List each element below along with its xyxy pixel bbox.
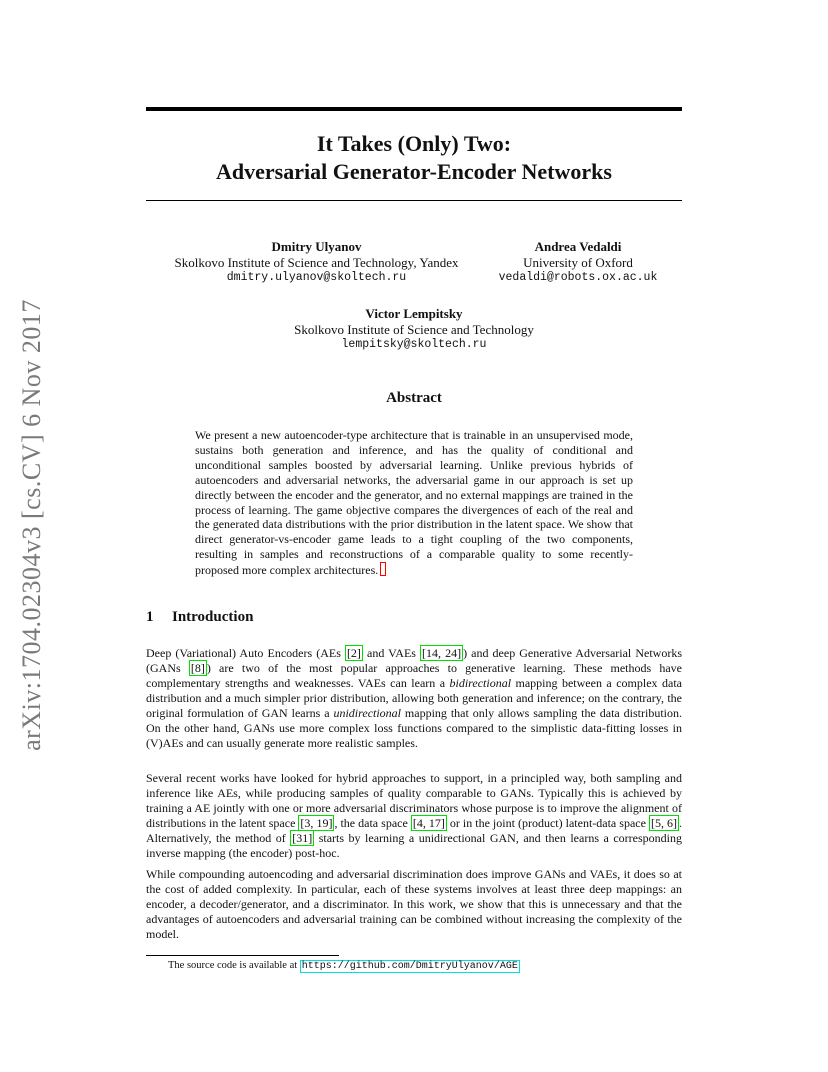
footnote xyxy=(168,959,520,973)
section-heading-introduction xyxy=(146,609,682,626)
intro-paragraph-1 xyxy=(146,646,682,751)
abstract-text: We present a new autoencoder-type architecture that is trainable in an unsupervised mode, sustains both generation and inference, and has the quality of conditional and unconditional samples boosted by adversarial learning. Unlike previous hybrids of autoencoders and adversarial networks, the adversarial game in our approach is set up directly between the encoder and the generator, and no external mappings are trained in the process of learning. The game objective compares the divergences of each of the real and the generated data distributions with the prior distribution in the latent space. We show that direct generator-vs-encoder game leads to a tight coupling of the two components, resulting in samples and reconstructions of a comparable quality to some recently-proposed more complex architectures. xyxy=(195,428,633,578)
text-run: Deep (Variational) Auto Encoders (AEs xyxy=(146,646,345,660)
author-affiliation: Skolkovo Institute of Science and Technology, Yandex xyxy=(174,254,459,270)
author-block-vedaldi xyxy=(488,239,668,286)
abstract-body xyxy=(195,428,633,578)
citation-link[interactable]: [2] xyxy=(346,646,361,660)
text-run: . Alternatively, the method of xyxy=(146,816,682,845)
footnote-text: The source code is available at xyxy=(168,960,300,971)
title-bottom-rule xyxy=(146,200,682,201)
text-run: ) and deep Generative Adversarial Networks (GANs xyxy=(146,646,682,675)
title-line-2: Adversarial Generator-Encoder Networks xyxy=(216,159,612,184)
author-block-lempitsky xyxy=(214,306,614,353)
author-email[interactable]: vedaldi@robots.ox.ac.uk xyxy=(498,271,658,284)
title-top-rule xyxy=(146,107,682,111)
citation-link[interactable]: [8] xyxy=(190,661,205,675)
author-name: Andrea Vedaldi xyxy=(534,239,622,254)
intro-paragraph-2 xyxy=(146,771,682,861)
emphasis-text: bidirectional xyxy=(449,676,512,690)
section-number: 1 xyxy=(146,609,154,625)
author-affiliation: Skolkovo Institute of Science and Technology xyxy=(294,321,534,337)
author-name: Victor Lempitsky xyxy=(365,306,463,321)
emphasis-text: unidirectional xyxy=(333,706,402,720)
text-run: Several recent works have looked for hybrid approaches to support, in a principled way, both sampling and inference like AEs, while producing samples of quality comparable to GANs. Typically this is achieved by training a AE jointly with one or more adversarial discriminators whose purpose is to improve the alignment of distributions in the latent space xyxy=(146,771,682,830)
source-code-link[interactable]: https://github.com/DmitryUlyanov/AGE xyxy=(301,961,518,972)
footnote-link-marker[interactable] xyxy=(380,562,386,576)
text-run: starts by learning a unidirectional GAN, and then learns a corresponding inverse mapping (the encoder) post-hoc. xyxy=(146,831,682,860)
arxiv-identifier: arXiv:1704.02304v3 [cs.CV] 6 Nov 2017 xyxy=(17,299,46,751)
section-title: Introduction xyxy=(172,609,254,625)
text-run: mapping between a complex data distribution and a much simpler prior distribution, allowing both generation and inference; on the contrary, the original formulation of GAN learns a xyxy=(146,676,682,720)
abstract-heading: Abstract xyxy=(386,390,442,406)
arxiv-sidebar-stamp xyxy=(14,285,50,765)
citation-link[interactable]: [14, 24] xyxy=(422,646,462,660)
title-line-1: It Takes (Only) Two: xyxy=(316,131,512,156)
citation-link[interactable]: [4, 17] xyxy=(412,816,445,830)
author-block-ulyanov xyxy=(160,239,473,286)
text-run: ) are two of the most popular approaches to generative learning. These methods have complementary strengths and weaknesses. VAEs can learn a xyxy=(146,661,682,690)
text-run: or in the joint (product) latent-data space xyxy=(446,816,649,830)
citation-link[interactable]: [3, 19] xyxy=(300,816,333,830)
text-run: and VAEs xyxy=(362,646,421,660)
footnote-rule xyxy=(146,955,339,956)
author-email[interactable]: lempitsky@skoltech.ru xyxy=(341,338,487,351)
intro-paragraph-3: While compounding autoencoding and adversarial discrimination does improve GANs and VAEs, it does so at the cost of added complexity. In particular, each of these systems involves at least three deep mappings: an encoder, a decoder/generator, and a discriminator. In this work, we show that this is unnecessary and that the advantages of autoencoders and adversarial training can be combined without increasing the complexity of the model. xyxy=(146,867,682,941)
text-run: mapping that only allows sampling the data distribution. On the other hand, GANs use more complex loss functions compared to the simplistic data-fitting losses in (V)AEs and can usually generate more realistic samples. xyxy=(146,706,682,750)
citation-link[interactable]: [5, 6] xyxy=(650,816,677,830)
text-run: , the data space xyxy=(334,816,411,830)
author-email[interactable]: dmitry.ulyanov@skoltech.ru xyxy=(226,271,407,284)
paper-title xyxy=(146,130,682,186)
citation-link[interactable]: [31] xyxy=(292,831,313,845)
author-affiliation: University of Oxford xyxy=(523,254,633,270)
author-name: Dmitry Ulyanov xyxy=(271,239,362,254)
